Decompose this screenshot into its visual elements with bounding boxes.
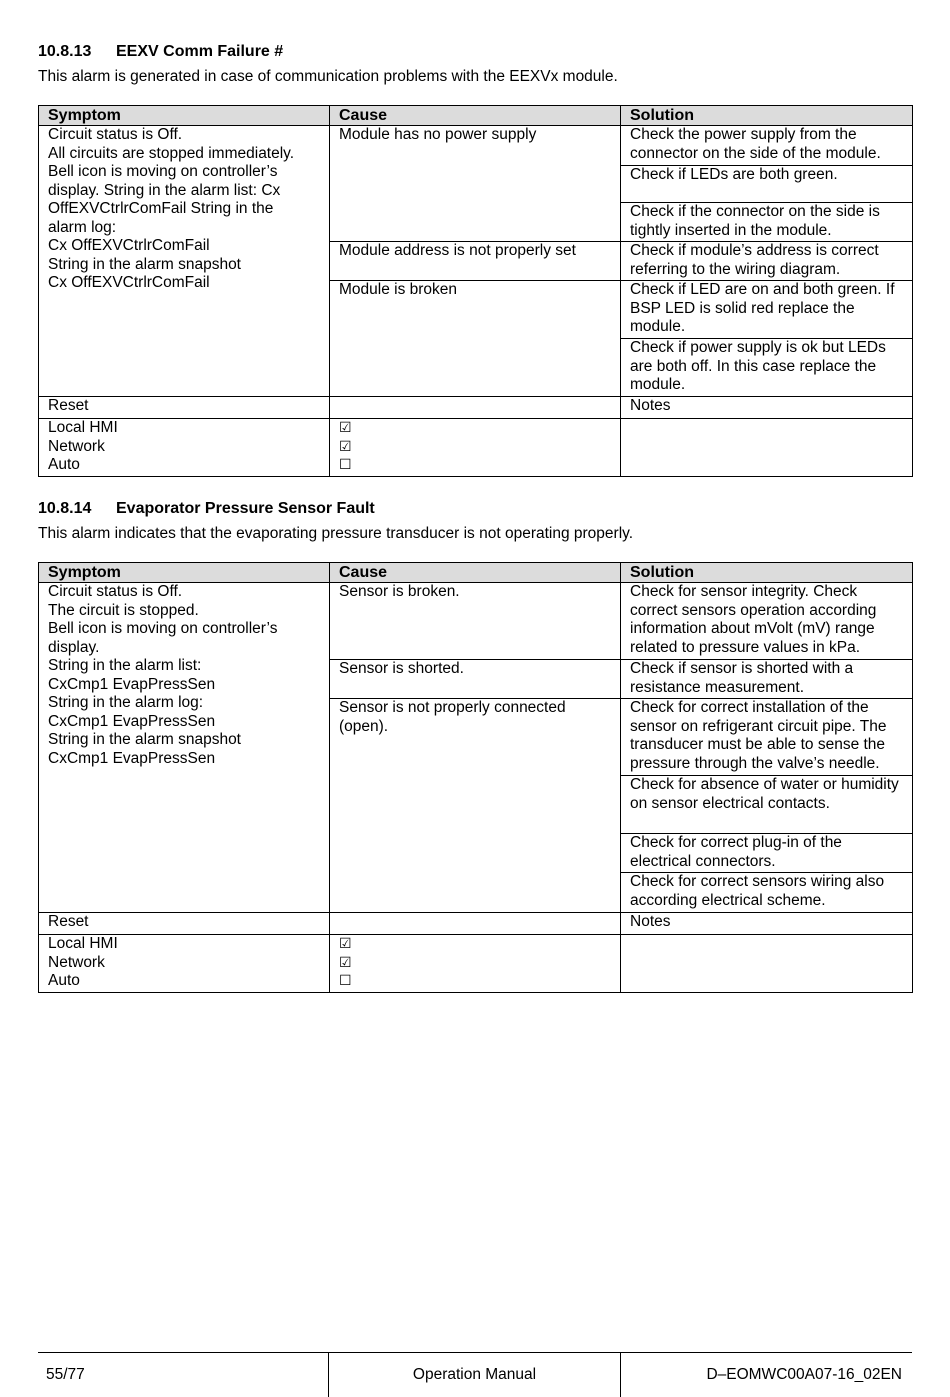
reset-items-cell [39, 935, 330, 993]
symptom-line: The circuit is stopped. [48, 601, 199, 619]
reset-checks-cell [330, 419, 621, 477]
reset-items-cell [39, 419, 330, 477]
reset-checks-cell [330, 935, 621, 993]
section-intro: This alarm indicates that the evaporating pressure transducer is not operating properly. [38, 525, 634, 542]
reset-empty-cell [330, 397, 621, 419]
reset-item: Auto [48, 972, 80, 989]
symptom-cell [39, 583, 330, 913]
page-number: 55/77 [46, 1366, 85, 1383]
reset-item: Auto [48, 456, 80, 473]
solution-cell: Check the power supply from the connector on the side of the module. [621, 126, 913, 166]
symptom-line: OffEXVCtrlrComFail String in the [48, 200, 274, 217]
reset-label: Reset [39, 397, 330, 419]
reset-empty-cell [330, 913, 621, 935]
section-title: EEXV Comm Failure # [116, 43, 284, 60]
symptom-line: display. String in the alarm list: Cx [48, 181, 281, 199]
solution-cell: Check if power supply is ok but LEDs are both off. In this case replace the module. [621, 339, 913, 397]
checked-box-icon: ☑ [339, 936, 352, 952]
notes-label: Notes [621, 913, 913, 935]
solution-cell: Check if sensor is shorted with a resistance measurement. [621, 660, 913, 699]
solution-cell: Check if the connector on the side is tightly inserted in the module. [621, 203, 913, 242]
symptom-line: String in the alarm list: [48, 657, 202, 674]
reset-item: Network [48, 953, 105, 971]
symptom-line: Bell icon is moving on controller’s [48, 620, 278, 637]
cause-cell: Sensor is broken. [330, 583, 621, 660]
checked-box-icon: ☑ [339, 438, 352, 455]
checked-box-icon: ☑ [339, 420, 352, 436]
notes-cell [621, 935, 913, 993]
reset-label: Reset [39, 913, 330, 935]
header-symptom: Symptom [39, 106, 330, 126]
solution-cell: Check for correct plug-in of the electrical connectors. [621, 834, 913, 873]
cause-cell: Module has no power supply [330, 126, 621, 242]
reset-item: Network [48, 437, 105, 455]
empty-box-icon: ☐ [339, 973, 352, 989]
symptom-line: CxCmp1 EvapPressSen [48, 712, 216, 730]
solution-cell: Check for absence of water or humidity on sensor electrical contacts. [621, 776, 913, 834]
footer-divider [620, 1353, 621, 1397]
solution-cell: Check for sensor integrity. Check correct sensors operation according information about mVolt (mV) range related to pressure values in kPa. [621, 583, 913, 660]
symptom-line: Circuit status is Off. [48, 126, 183, 143]
alarm-table [38, 105, 913, 477]
symptom-line: String in the alarm snapshot [48, 255, 241, 273]
header-cause: Cause [330, 106, 621, 126]
section-number: 10.8.13 [38, 43, 92, 60]
section-heading [38, 43, 283, 62]
header-cause: Cause [330, 563, 621, 583]
symptom-cell [39, 126, 330, 397]
symptom-line: String in the alarm log: [48, 694, 204, 711]
symptom-line: Cx OffEXVCtrlrComFail [48, 274, 210, 291]
cause-cell: Module address is not properly set [330, 242, 621, 281]
reset-item: Local HMI [48, 419, 118, 436]
symptom-line: CxCmp1 EvapPressSen [48, 675, 216, 693]
notes-label: Notes [621, 397, 913, 419]
cause-cell: Module is broken [330, 281, 621, 397]
header-solution: Solution [621, 563, 913, 583]
header-symptom: Symptom [39, 563, 330, 583]
solution-cell: Check if module’s address is correct referring to the wiring diagram. [621, 242, 913, 281]
solution-cell: Check for correct installation of the sensor on refrigerant circuit pipe. The transducer must be able to sense the pressure through the valve’s needle. [621, 699, 913, 776]
section-intro: This alarm is generated in case of communication problems with the EEXVx module. [38, 68, 618, 85]
empty-box-icon: ☐ [339, 457, 352, 473]
symptom-line: alarm log: [48, 218, 117, 236]
symptom-line: CxCmp1 EvapPressSen [48, 749, 216, 767]
symptom-line: Circuit status is Off. [48, 583, 183, 600]
solution-cell: Check for correct sensors wiring also according electrical scheme. [621, 873, 913, 913]
symptom-line: All circuits are stopped immediately. [48, 144, 295, 162]
footer-title: Operation Manual [412, 1366, 537, 1383]
solution-cell: Check if LED are on and both green. If BSP LED is solid red replace the module. [621, 281, 913, 339]
symptom-line: Bell icon is moving on controller’s [48, 163, 278, 180]
document-code: D–EOMWC00A07-16_02EN [706, 1366, 902, 1383]
cause-cell: Sensor is shorted. [330, 660, 621, 699]
symptom-line: display. [48, 638, 100, 656]
reset-item: Local HMI [48, 935, 118, 952]
symptom-line: String in the alarm snapshot [48, 731, 241, 748]
symptom-line: Cx OffEXVCtrlrComFail [48, 237, 210, 254]
solution-cell: Check if LEDs are both green. [621, 166, 913, 203]
section-title: Evaporator Pressure Sensor Fault [116, 500, 375, 517]
page-footer [38, 1352, 912, 1397]
checked-box-icon: ☑ [339, 954, 352, 971]
section-heading [38, 500, 375, 519]
header-solution: Solution [621, 106, 913, 126]
alarm-table [38, 562, 913, 993]
notes-cell [621, 419, 913, 477]
cause-cell: Sensor is not properly connected (open). [330, 699, 621, 913]
section-number: 10.8.14 [38, 500, 92, 517]
